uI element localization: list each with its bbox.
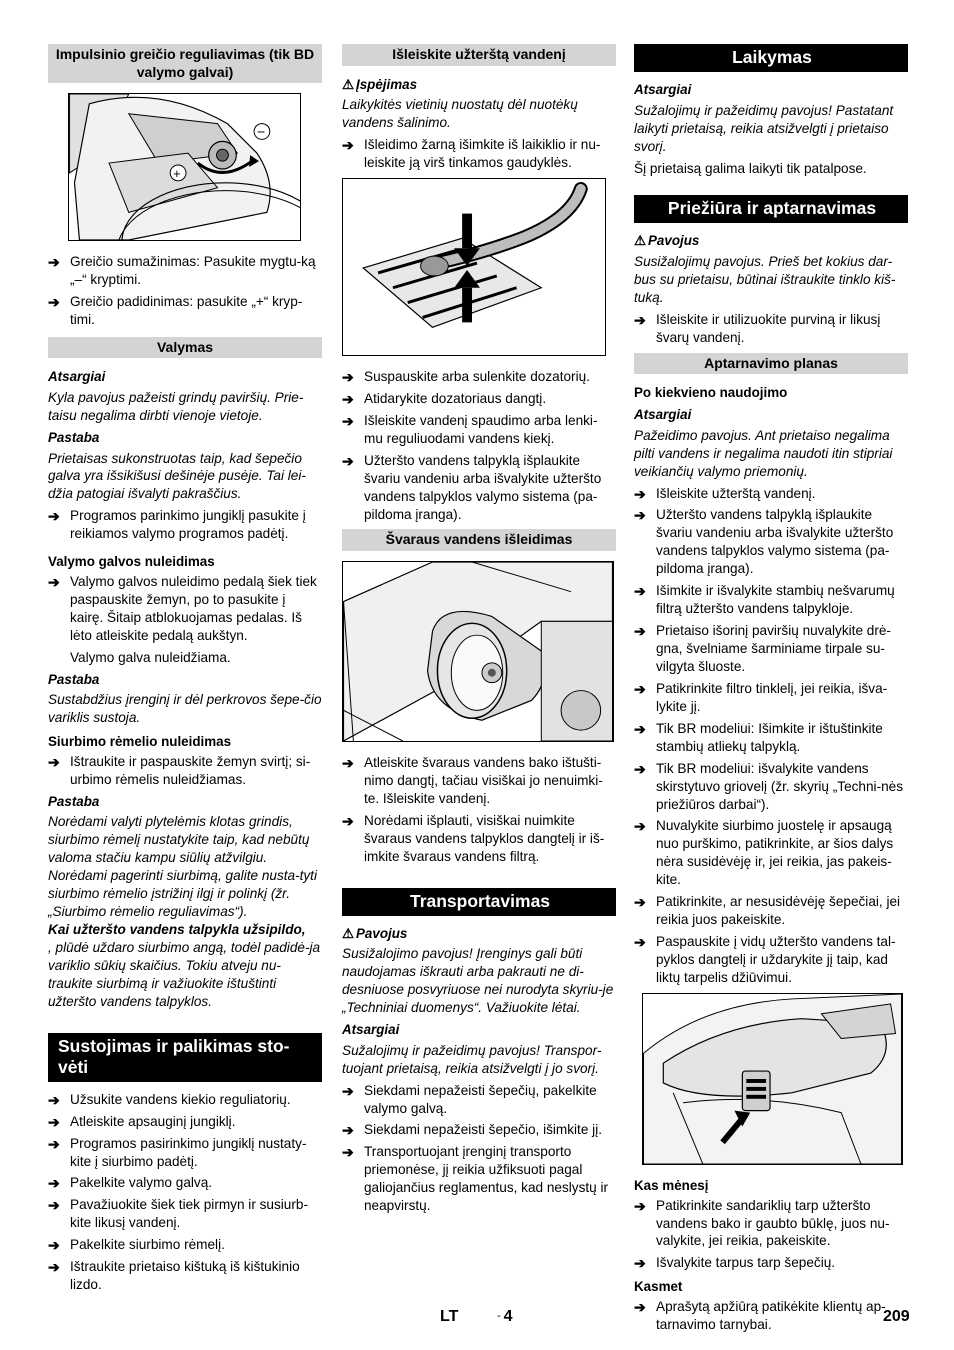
speed-control-illustration bbox=[69, 94, 300, 240]
caution-text: Pažeidimo pavojus. Ant prietaiso negalima pilti vandens ir negalima naudoti itin stipriai veikiančių valymo priemonių. bbox=[634, 427, 893, 479]
list-item: ➔ Tik BR modeliui: išvalykite vandens skirstytuvo griovelį (žr. skyrių „Techni-nės priežiūros darbai“). bbox=[634, 760, 904, 812]
arrow-right-icon: ➔ bbox=[634, 311, 646, 328]
caution-text: Sužalojimų ir pažeidimų pavojus! Pastatant laikyti prietaisą, reikia atsižvelgti į prietaiso svorį. bbox=[634, 102, 894, 154]
caution-text: Sužalojimų ir pažeidimų pavojus! Transpor-tuojant prietaisą, reikia atsižvelgti į jo svorį. bbox=[342, 1042, 602, 1076]
arrow-right-icon: ➔ bbox=[634, 760, 646, 777]
list-item: ➔ Programos pasirinkimo jungiklį nustaty-kite į siurbimo padėtį. bbox=[48, 1135, 307, 1169]
section-heading-speed: Impulsinio greičio reguliavimas (tik BD valymo galvai) bbox=[48, 44, 322, 83]
warning-triangle-icon: ⚠ bbox=[342, 925, 355, 941]
arrow-right-icon: ➔ bbox=[342, 1122, 354, 1139]
list-item: ➔ Atleiskite švaraus vandens bako ištušti-nimo dangtį, tačiau visiškai jo nenuimki-te. Išleiskite vandenį. bbox=[342, 754, 603, 806]
list-item: ➔ Išleiskite užterštą vandenį. bbox=[634, 485, 816, 502]
list-item: ➔ Atleiskite apsauginį jungiklį. bbox=[48, 1113, 236, 1130]
danger-text: Susižalojimo pavojus! Įrenginys gali būti naudojamas iškrauti arba pakrauti ne di-desniuose posvyriuose nei nurodyta skyriu-je „Techniniai duomenys“. Važiuokite lėtai. bbox=[342, 946, 614, 1016]
language-code: LT bbox=[440, 1308, 459, 1325]
arrow-right-icon: ➔ bbox=[48, 573, 60, 590]
list-item: ➔ Aprašytą apžiūrą patikėkite klientų ap-tarnavimo tarnybai. bbox=[634, 1299, 886, 1332]
arrow-right-icon: ➔ bbox=[634, 507, 646, 524]
subheading-monthly: Kas mėnesį bbox=[634, 1177, 709, 1193]
arrow-right-icon: ➔ bbox=[48, 1175, 60, 1192]
svg-text:−: − bbox=[257, 123, 266, 140]
arrow-right-icon: ➔ bbox=[48, 1197, 60, 1214]
arrow-right-icon: ➔ bbox=[342, 452, 354, 469]
figure-tank-lid bbox=[642, 993, 903, 1165]
caution-label: Atsargiai bbox=[634, 82, 692, 97]
arrow-right-icon: ➔ bbox=[48, 1091, 60, 1108]
section-heading-transport: Transportavimas bbox=[342, 888, 616, 916]
list-item: ➔ Siekdami nepažeisti šepečio, išimkite jį. bbox=[342, 1122, 602, 1139]
figure-speed-control bbox=[68, 93, 301, 241]
arrow-right-icon: ➔ bbox=[634, 720, 646, 737]
arrow-right-icon: ➔ bbox=[48, 293, 60, 310]
page-footer bbox=[0, 1306, 954, 1330]
speed-steps bbox=[48, 253, 322, 329]
subheading-after-use: Po kiekvieno naudojimo bbox=[634, 385, 788, 401]
arrow-right-icon: ➔ bbox=[634, 680, 646, 697]
note-label: Pastaba bbox=[48, 793, 100, 809]
list-item: ➔ Patikrinkite filtro tinklelį, jei reikia, išva-lykite jį. bbox=[634, 680, 888, 714]
list-item: ➔ Transportuojant įrenginį transporto priemonėse, jį reikia užfiksuoti pagal galiojančius reglamentus, kad neslystų ir neapvirstų. bbox=[342, 1144, 609, 1214]
list-item: ➔ Ištraukite prietaiso kištuką iš kištukinio lizdo. bbox=[48, 1259, 300, 1293]
danger-label: ⚠ Pavojus bbox=[634, 233, 700, 249]
fresh-water-cap-illustration bbox=[343, 562, 613, 741]
arrow-right-icon: ➔ bbox=[342, 1144, 354, 1161]
subheading-yearly: Kasmet bbox=[634, 1279, 683, 1295]
section-heading-cleaning: Valymas bbox=[48, 337, 322, 359]
subheading-squeegee: Siurbimo rėmelio nuleidimas bbox=[48, 734, 232, 750]
svg-text:+: + bbox=[173, 165, 181, 181]
drain-hose-illustration bbox=[343, 179, 605, 355]
page-number: 209 bbox=[883, 1308, 910, 1325]
arrow-right-icon: ➔ bbox=[342, 368, 354, 385]
warning-text: Laikykitės vietinių nuostatų dėl nuotėkų vandens šalinimo. bbox=[342, 97, 578, 131]
arrow-right-icon: ➔ bbox=[342, 412, 354, 429]
list-item: ➔ Atidarykite dozatoriaus dangtį. bbox=[342, 390, 547, 407]
section-heading-dirty-water: Išleiskite užterštą vandenį bbox=[342, 44, 616, 66]
list-item: ➔ Siekdami nepažeisti šepečių, pakelkite valymo galvą. bbox=[342, 1082, 597, 1116]
care-steps bbox=[634, 311, 908, 347]
list-item: ➔ Užteršto vandens talpyklą išplaukite švariu vandeniu arba išvalykite užteršto vandens talpyklos valymo sistema (pa-pildoma įranga). bbox=[342, 452, 602, 522]
after-use-steps bbox=[634, 485, 908, 987]
column-3 bbox=[634, 44, 908, 1338]
arrow-right-icon: ➔ bbox=[634, 1197, 646, 1214]
note-label: Pastaba bbox=[48, 671, 100, 687]
list-item: ➔ Prietaiso išorinį paviršių nuvalykite drė-gna, švelniame šarminiame tirpale su-vilgyta šluoste. bbox=[634, 623, 891, 674]
list-item: ➔ Suspauskite arba sulenkite dozatorių. bbox=[342, 368, 590, 385]
list-item: ➔ Programos parinkimo jungiklį pasukite į reikiamos valymo programos padėtį. bbox=[48, 508, 306, 542]
caution-label: Atsargiai bbox=[48, 369, 106, 385]
section-heading-care: Priežiūra ir aptarnavimas bbox=[634, 195, 908, 223]
arrow-right-icon: ➔ bbox=[634, 894, 646, 911]
arrow-right-icon: ➔ bbox=[342, 1082, 354, 1099]
list-item: ➔ Išvalykite tarpus tarp šepečių. bbox=[634, 1255, 836, 1272]
arrow-right-icon: ➔ bbox=[634, 818, 646, 835]
fresh-steps bbox=[342, 754, 616, 866]
list-item: ➔ Tik BR modeliui: Išimkite ir ištuštinkite stambių atliekų talpyklą. bbox=[634, 720, 883, 754]
arrow-right-icon: ➔ bbox=[634, 1299, 646, 1315]
arrow-right-icon: ➔ bbox=[48, 1135, 60, 1152]
arrow-right-icon: ➔ bbox=[634, 583, 646, 600]
note-text: Norėdami valyti plytelėmis klotas grindis, siurbimo rėmelį nustatykite taip, kad nebūtų valoma stačiu kampu siūlių atžvilgiu. Norėdami pagerinti siurbimą, galite nusta-tyti siurbimo rėmelio įstrižinį ilgį ir polinkį (žr. „Siurbimo rėmelio reguliavimas“). Kai užteršto vandens talpykla užsipildo, , plūdė uždaro siurbimo angą, todėl padidė-ja variklio sūkių skaičius. Tokiu atveju nu-traukite siurbimą ir važiuokite ištuštinti užteršto vandens talpyklos. bbox=[48, 814, 321, 1009]
section-heading-stop: Sustojimas ir palikimas sto-vėti bbox=[48, 1033, 322, 1082]
note-text: Prietaisas sukonstruotas taip, kad šepečio galva yra išsikišusi dešinėje pusėje. Tai lei-džia patogiai išvalyti pakraščius. bbox=[48, 450, 306, 502]
list-item: ➔ Greičio padidinimas: pasukite „+“ kryp-timi. bbox=[48, 293, 303, 327]
monthly-steps bbox=[634, 1197, 908, 1273]
section-page-number: - 4 bbox=[497, 1308, 513, 1325]
arrow-right-icon: ➔ bbox=[48, 753, 60, 770]
stop-steps bbox=[48, 1091, 322, 1294]
list-item: ➔ Pakelkite siurbimo rėmelį. bbox=[48, 1237, 225, 1254]
caution-text: Kyla pavojus pažeisti grindų paviršių. Prie-taisu negalima dirbti vienoje vietoje. bbox=[48, 389, 304, 423]
arrow-right-icon: ➔ bbox=[342, 390, 354, 407]
arrow-right-icon: ➔ bbox=[48, 1237, 60, 1254]
tank-lid-illustration bbox=[643, 994, 902, 1164]
lower-head-result: Valymo galva nuleidžiama. bbox=[70, 649, 231, 665]
list-item: ➔ Paspauskite į vidų užteršto vandens tal-pyklos dangtelį ir uždarykite jį taip, kad liktų tarpelis džiūvimui. bbox=[634, 934, 896, 985]
section-heading-plan: Aptarnavimo planas bbox=[634, 353, 908, 375]
list-item: ➔ Užteršto vandens talpyklą išplaukite švariu vandeniu arba išvalykite užteršto vandens talpyklos valymo sistema (pa-pildoma įranga). bbox=[634, 507, 894, 577]
list-item: ➔ Pakelkite valymo galvą. bbox=[48, 1175, 213, 1192]
arrow-right-icon: ➔ bbox=[342, 137, 354, 154]
arrow-right-icon: ➔ bbox=[342, 812, 354, 829]
storage-text: Šį prietaisą galima laikyti tik patalpose. bbox=[634, 160, 867, 176]
list-item: ➔ Išleiskite ir utilizuokite purviną ir likusį švarų vandenį. bbox=[634, 311, 881, 345]
list-item: ➔ Norėdami išplauti, visiškai nuimkite švaraus vandens talpyklos dangtelį ir iš-imkite švaraus vandens filtrą. bbox=[342, 812, 605, 864]
arrow-right-icon: ➔ bbox=[48, 508, 60, 525]
list-item: ➔ Patikrinkite, ar nesusidėvėję šepečiai, jei reikia juos pakeiskite. bbox=[634, 894, 901, 928]
arrow-right-icon: ➔ bbox=[48, 1113, 60, 1130]
subheading-lower-head: Valymo galvos nuleidimas bbox=[48, 554, 215, 570]
list-item: ➔ Greičio sumažinimas: Pasukite mygtu-ką „–“ kryptimi. bbox=[48, 254, 316, 287]
note1-steps bbox=[48, 507, 322, 543]
squeegee-steps bbox=[48, 753, 322, 789]
arrow-right-icon: ➔ bbox=[48, 1259, 60, 1276]
column-2 bbox=[342, 44, 616, 1219]
list-item: ➔ Užsukite vandens kiekio reguliatorių. bbox=[48, 1091, 291, 1108]
list-item: ➔ Valymo galvos nuleidimo pedalą šiek tiek paspauskite žemyn, po to pasukite į kairę. Šitaip atblokuojamas pedalas. Iš lėto atleiskite pedalą aukštyn. bbox=[48, 573, 317, 643]
list-item: ➔ Išleiskite vandenį spaudimo arba lenki-mu reguliuodami vandens kiekį. bbox=[342, 412, 598, 446]
note-text: Sustabdžius įrenginį ir dėl perkrovos šepe-čio variklis sustoja. bbox=[48, 692, 322, 726]
list-item: ➔ Išleidimo žarną išimkite iš laikiklio ir nu-leiskite ją virš tinkamos gaudyklės. bbox=[342, 137, 601, 170]
list-item: ➔ Ištraukite ir paspauskite žemyn svirtį; si-urbimo rėmelis nuleidžiamas. bbox=[48, 753, 311, 787]
arrow-right-icon: ➔ bbox=[342, 754, 354, 771]
warning-triangle-icon: ⚠ bbox=[342, 76, 355, 92]
caution-label: Atsargiai bbox=[342, 1022, 400, 1037]
column-1 bbox=[48, 44, 322, 1298]
danger-text: Susižalojimų pavojus. Prieš bet kokius dar-bus su prietaisu, būtinai ištraukite tinklo kiš-tuką. bbox=[634, 254, 896, 305]
list-item: ➔ Nuvalykite siurbimo juostelę ir apsaugą nuo purškimo, patikrinkite, ar šios dalys nėra susidėvėję ir, jei reikia, jas pakeis-kite. bbox=[634, 818, 894, 888]
figure-fresh-water-cap bbox=[342, 561, 614, 742]
section-heading-storage: Laikymas bbox=[634, 44, 908, 72]
danger-label: ⚠ Pavojus bbox=[342, 925, 408, 941]
section-heading-fresh-water: Švaraus vandens išleidimas bbox=[342, 529, 616, 551]
lower-head-steps bbox=[48, 573, 322, 645]
note-label: Pastaba bbox=[48, 429, 100, 445]
arrow-right-icon: ➔ bbox=[634, 934, 646, 951]
figure-drain-hose bbox=[342, 178, 606, 356]
caution-label: Atsargiai bbox=[634, 407, 692, 422]
arrow-right-icon: ➔ bbox=[634, 623, 646, 640]
dirty-steps-2 bbox=[342, 368, 616, 524]
warning-label: ⚠ Įspėjimas bbox=[342, 76, 418, 92]
arrow-right-icon: ➔ bbox=[634, 1255, 646, 1272]
dirty-steps-1 bbox=[342, 136, 616, 172]
list-item: ➔ Pavažiuokite šiek tiek pirmyn ir susiurb-kite likusį vandenį. bbox=[48, 1197, 308, 1231]
arrow-right-icon: ➔ bbox=[48, 254, 60, 270]
transport-steps bbox=[342, 1082, 616, 1216]
arrow-right-icon: ➔ bbox=[634, 485, 646, 502]
list-item: ➔ Patikrinkite sandariklių tarp užteršto vandens bako ir gaubto būklę, juos nu-valykite, jei reikia, pakeiskite. bbox=[634, 1197, 890, 1249]
warning-triangle-icon: ⚠ bbox=[634, 233, 647, 249]
list-item: ➔ Išimkite ir išvalykite stambių nešvarumų filtrą užteršto vandens talpykloje. bbox=[634, 583, 895, 617]
